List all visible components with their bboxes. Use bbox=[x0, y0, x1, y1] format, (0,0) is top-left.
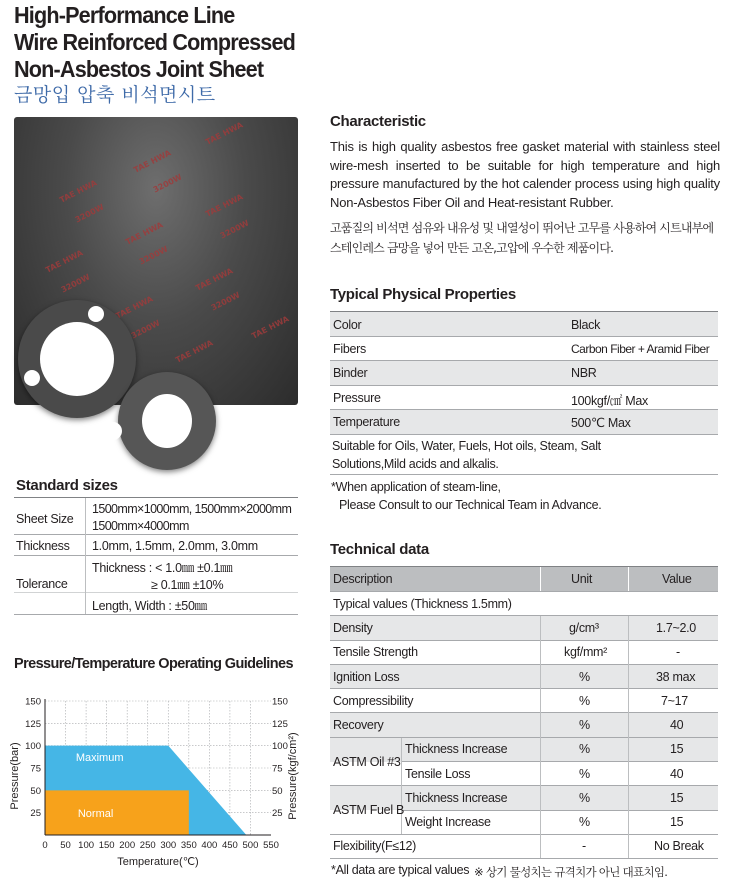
physical-label: Fibers bbox=[333, 342, 366, 356]
tech-unit: % bbox=[579, 742, 590, 756]
characteristic-english: This is high quality asbestos free gasket material with stainless steel wire-mesh inserted to be suitable for high temperature and high pressure manufactured by the hot calender process using high quality Non-Asbestos Fiber Oil and Heat-resistant Rubber. bbox=[330, 139, 720, 210]
tech-unit: % bbox=[579, 718, 590, 732]
sheet-marking: 3200W bbox=[218, 218, 251, 241]
sheet-marking: 3200W bbox=[59, 272, 92, 295]
technical-heading: Technical data bbox=[330, 541, 429, 558]
sheet-marking: 3200W bbox=[137, 244, 170, 267]
x-tick-label: 50 bbox=[60, 840, 71, 851]
physical-label: Binder bbox=[333, 366, 368, 380]
sheet-marking: TAE HWA bbox=[194, 266, 235, 293]
x-tick-label: 400 bbox=[201, 840, 218, 851]
sheet-marking: TAE HWA bbox=[124, 220, 165, 247]
tech-unit: - bbox=[582, 839, 586, 853]
chart-y-label-left: Pressure(bar) bbox=[9, 742, 21, 810]
tech-desc: Recovery bbox=[333, 718, 384, 732]
tech-desc: Thickness Increase bbox=[405, 791, 508, 805]
sheet-marking: 3200W bbox=[73, 202, 106, 225]
x-tick-label: 450 bbox=[221, 840, 238, 851]
tech-unit: % bbox=[579, 791, 590, 805]
tech-desc: Tensile Loss bbox=[405, 767, 471, 781]
title-line-3: Non-Asbestos Joint Sheet bbox=[14, 56, 264, 82]
tech-value: No Break bbox=[654, 839, 704, 853]
col-description: Description bbox=[333, 572, 393, 586]
chart-heading: Pressure/Temperature Operating Guidelines bbox=[14, 656, 293, 672]
physical-value: NBR bbox=[571, 366, 597, 380]
x-tick-label: 200 bbox=[119, 840, 136, 851]
tech-value: 15 bbox=[670, 815, 684, 829]
steam-note-line-1: *When application of steam-line, bbox=[331, 480, 501, 494]
typical-values-note: Typical values (Thickness 1.5mm) bbox=[333, 597, 512, 611]
tech-unit: g/cm³ bbox=[569, 621, 599, 635]
physical-label: Temperature bbox=[333, 415, 400, 429]
tech-desc: Weight Increase bbox=[405, 815, 491, 829]
col-value: Value bbox=[662, 572, 692, 586]
area-normal bbox=[45, 790, 189, 835]
sheet-marking: TAE HWA bbox=[204, 120, 245, 147]
tolerance-label: Tolerance bbox=[16, 577, 68, 591]
pressure-temperature-chart bbox=[0, 685, 300, 870]
sheet-marking: TAE HWA bbox=[204, 192, 245, 219]
sheet-marking: TAE HWA bbox=[132, 148, 173, 175]
sheet-marking: TAE HWA bbox=[250, 314, 291, 341]
physical-label: Pressure bbox=[333, 391, 381, 405]
sheet-size-value-line-1: 1500mm×1000mm, 1500mm×2000mm bbox=[92, 502, 292, 516]
gasket-ring-small bbox=[118, 372, 216, 470]
astm-fuel-label: ASTM Fuel B bbox=[333, 803, 405, 817]
y-tick-label-left: 125 bbox=[25, 718, 41, 730]
characteristic-korean: 고품질의 비석면 섬유와 내유성 및 내열성이 뛰어난 고무를 사용하여 시트내부에 스테인레스 금망을 넣어 만든 고온,고압에 우수한 제품이다. bbox=[330, 221, 714, 255]
y-tick-label-left: 75 bbox=[30, 763, 41, 775]
y-tick-label-right: 25 bbox=[272, 808, 283, 820]
tech-value: 1.7~2.0 bbox=[656, 621, 696, 635]
tech-value: 15 bbox=[670, 742, 684, 756]
tech-desc: Tensile Strength bbox=[333, 645, 418, 659]
chart-y-label-right: Pressure(kgf/cm²) bbox=[287, 732, 299, 820]
y-tick-label-right: 125 bbox=[272, 718, 288, 730]
tech-value: 7~17 bbox=[661, 694, 688, 708]
thickness-value: 1.0mm, 1.5mm, 2.0mm, 3.0mm bbox=[92, 539, 258, 553]
sheet-marking: 3200W bbox=[129, 318, 162, 341]
steam-note-line-2: Please Consult to our Technical Team in Advance. bbox=[339, 498, 602, 512]
x-tick-label: 550 bbox=[263, 840, 279, 851]
series-label-normal: Normal bbox=[77, 808, 114, 821]
tech-desc: Density bbox=[333, 621, 373, 635]
sheet-marking: TAE HWA bbox=[44, 248, 85, 275]
tech-value: - bbox=[676, 645, 680, 659]
suitable-text-line-1: Suitable for Oils, Water, Fuels, Hot oils, Steam, Salt bbox=[332, 439, 601, 453]
footnote-korean: ※ 상기 물성치는 규격치가 아닌 대표치임. bbox=[474, 865, 668, 879]
astm-oil-label: ASTM Oil #3 bbox=[333, 755, 401, 769]
tech-desc: Compressibility bbox=[333, 694, 414, 708]
physical-label: Color bbox=[333, 318, 362, 332]
y-tick-label-left: 100 bbox=[25, 741, 41, 753]
tech-value: 38 max bbox=[656, 670, 696, 684]
tech-unit: % bbox=[579, 694, 590, 708]
y-tick-label-right: 50 bbox=[272, 785, 283, 797]
x-tick-label: 300 bbox=[160, 840, 177, 851]
x-tick-label: 0 bbox=[42, 840, 48, 851]
sheet-marking: 3200W bbox=[209, 290, 242, 313]
x-tick-label: 150 bbox=[98, 840, 115, 851]
col-unit: Unit bbox=[571, 572, 593, 586]
tech-unit: % bbox=[579, 670, 590, 684]
sheet-size-label: Sheet Size bbox=[16, 512, 74, 526]
y-tick-label-right: 100 bbox=[272, 741, 288, 753]
tech-unit: kgf/mm² bbox=[564, 645, 608, 659]
tech-value: 40 bbox=[670, 718, 684, 732]
sheet-marking: TAE HWA bbox=[58, 178, 99, 205]
suitable-text-line-2: Solutions,Mild acids and alkalis. bbox=[332, 457, 499, 471]
chart-x-label: Temperature(℃) bbox=[117, 856, 199, 868]
sheet-size-value-line-2: 1500mm×4000mm bbox=[92, 519, 189, 533]
tech-unit: % bbox=[579, 815, 590, 829]
physical-value: 500℃ Max bbox=[571, 416, 631, 430]
sheet-marking: TAE HWA bbox=[174, 338, 215, 365]
y-tick-label-left: 50 bbox=[30, 785, 41, 797]
tech-desc: Thickness Increase bbox=[405, 742, 508, 756]
title-line-1: High-Performance Line bbox=[14, 2, 235, 28]
tech-value: 40 bbox=[670, 767, 684, 781]
title-line-2: Wire Reinforced Compressed bbox=[14, 29, 296, 55]
series-label-maximum: Maximum bbox=[75, 751, 124, 764]
x-tick-label: 350 bbox=[180, 840, 197, 851]
tech-unit: % bbox=[579, 767, 590, 781]
physical-heading: Typical Physical Properties bbox=[330, 286, 516, 303]
sheet-marking: 3200W bbox=[151, 172, 184, 195]
y-tick-label-left: 25 bbox=[30, 808, 41, 820]
physical-value: Black bbox=[571, 318, 601, 332]
standard-sizes-heading: Standard sizes bbox=[16, 477, 118, 494]
tech-desc: Ignition Loss bbox=[333, 670, 400, 684]
title-korean: 금망입 압축 비석면시트 bbox=[14, 84, 216, 106]
y-tick-label-right: 75 bbox=[272, 763, 283, 775]
tolerance-line-1: Thickness : < 1.0㎜ ±0.1㎜ bbox=[92, 561, 233, 575]
x-tick-label: 100 bbox=[78, 840, 95, 851]
physical-value: Carbon Fiber + Aramid Fiber bbox=[571, 342, 710, 356]
tolerance-line-3: Length, Width : ±50㎜ bbox=[92, 599, 207, 613]
gasket-ring-large bbox=[18, 300, 136, 418]
characteristic-heading: Characteristic bbox=[330, 113, 426, 130]
thickness-label: Thickness bbox=[16, 539, 70, 553]
y-tick-label-right: 150 bbox=[272, 696, 288, 708]
tech-value: 15 bbox=[670, 791, 684, 805]
y-tick-label-left: 150 bbox=[25, 696, 41, 708]
tolerance-line-2: ≥ 0.1㎜ ±10% bbox=[151, 578, 224, 592]
x-tick-label: 250 bbox=[139, 840, 156, 851]
tech-desc: Flexibility(F≤12) bbox=[333, 839, 417, 853]
footnote-english: *All data are typical values bbox=[331, 863, 470, 877]
sheet-marking: TAE HWA bbox=[114, 294, 155, 321]
physical-value: 100kgf/㎠ Max bbox=[571, 394, 648, 408]
x-tick-label: 500 bbox=[242, 840, 259, 851]
